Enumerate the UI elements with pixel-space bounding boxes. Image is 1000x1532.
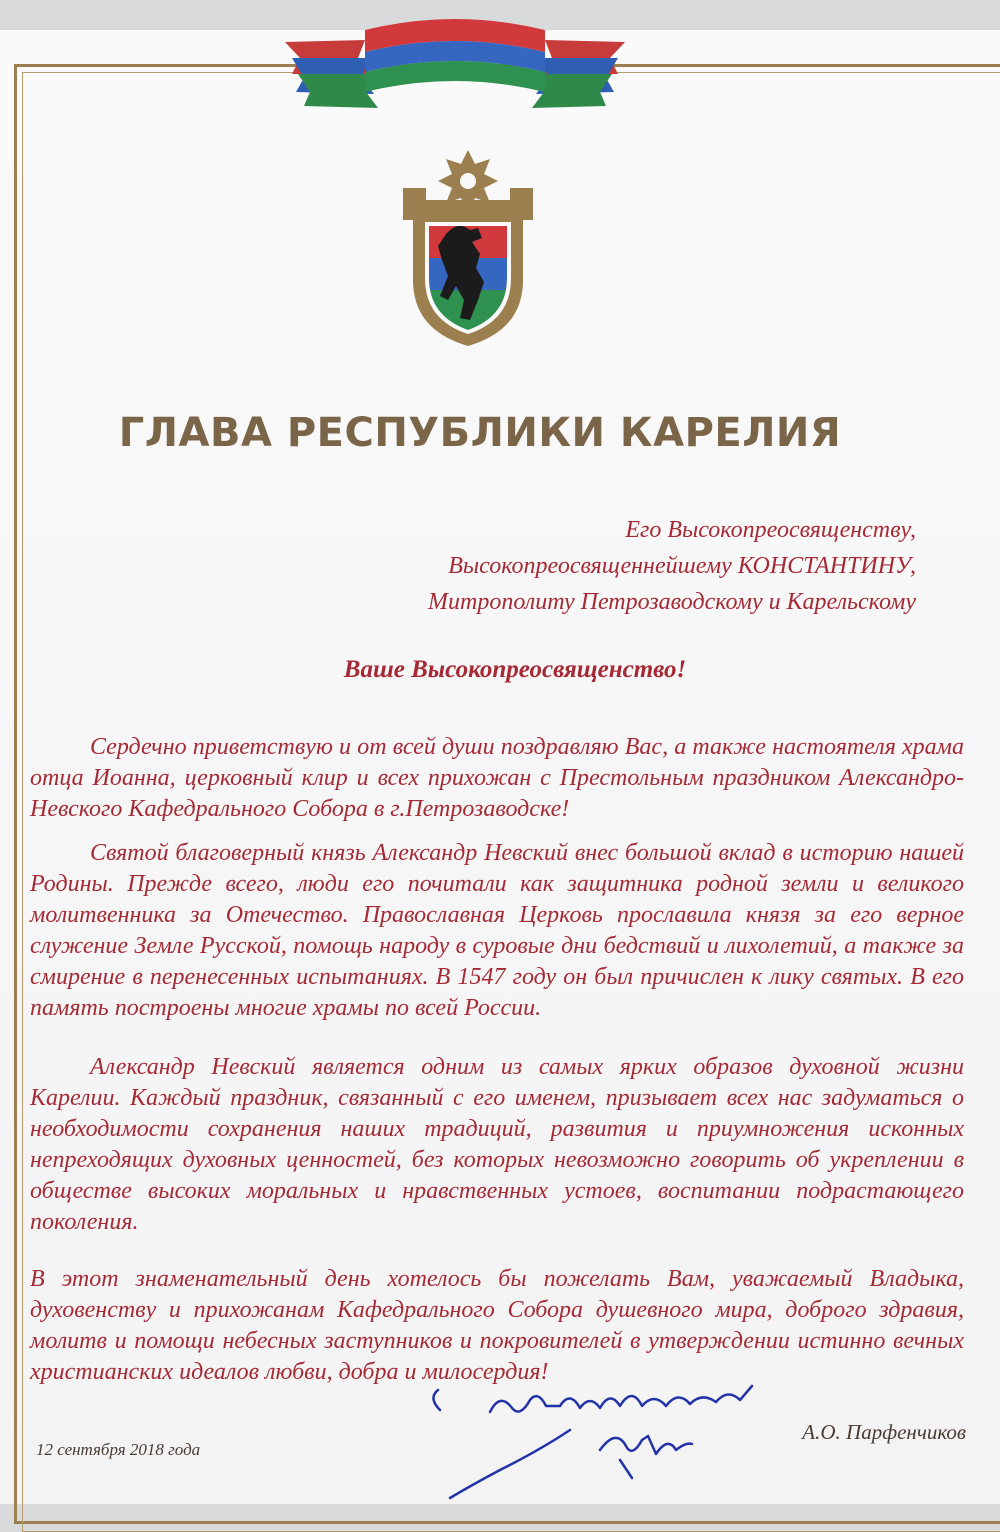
addressee-block xyxy=(216,512,916,620)
signature-underline-stroke xyxy=(450,1430,570,1498)
addressee-line-3: Митрополиту Петрозаводскому и Карельскому xyxy=(428,589,916,615)
paragraph-2: Святой благоверный князь Александр Невский внес большой вклад в историю нашей Родины. Прежде всего, люди его почитали как защитника родной земли и великого молитвенника за Отечество. Православная Церковь прославила князя за его верное служение Земле Русской, помощь народу в суровые дни бедствий и лихолетий, а также за смирение в перенесенных испытаниях. В 1547 году он был причислен к лику святых. В его память построены многие храмы по всей России. xyxy=(30,840,964,1021)
addressee-line-1: Его Высокопреосвященству, xyxy=(625,517,916,543)
paragraph-3: Александр Невский является одним из самых ярких образов духовной жизни Карелии. Каждый праздник, связанный с его именем, призывает всех нас задуматься о необходимости сохранения наших традиций, развития и приумножения исконных непреходящих духовных ценностей, без которых невозможно говорить об укреплении в обществе высоких моральных и нравственных устоев, воспитании подрастающего поколения. xyxy=(30,1054,964,1235)
signature-greeting-stroke xyxy=(490,1386,752,1412)
signature-initial-stroke xyxy=(600,1436,692,1454)
coat-of-arms-icon xyxy=(398,150,538,350)
signatory-name: А.О. Парфенчиков xyxy=(802,1420,966,1444)
page-title: ГЛАВА РЕСПУБЛИКИ КАРЕЛИЯ xyxy=(118,410,842,456)
letter-date: 12 сентября 2018 года xyxy=(36,1440,201,1459)
signature-bracket xyxy=(433,1390,440,1410)
addressee-line-2: Высокопреосвященнейшему КОНСТАНТИНУ, xyxy=(448,553,916,579)
paragraph-1: Сердечно приветствую и от всей души поздравляю Вас, а также настоятеля храма отца Иоанна, церковный клир и всех прихожан с Престольным праздником Александро-Невского Кафедрального Собора в г.Петрозаводске! xyxy=(30,734,964,822)
salutation: Ваше Высокопреосвященство! xyxy=(343,656,687,683)
handwritten-signature-icon xyxy=(420,1350,780,1500)
signature-tick-stroke xyxy=(620,1460,632,1478)
flag-ribbon-icon xyxy=(270,0,640,110)
paragraph-4: В этот знаменательный день хотелось бы пожелать Вам, уважаемый Владыка, духовенству и прихожанам Кафедрального Собора душевного мира, доброго здравия, молитв и помощи небесных заступников и покровителей в утверждении истинно вечных христианских идеалов любви, добра и милосердия! xyxy=(30,1266,964,1385)
